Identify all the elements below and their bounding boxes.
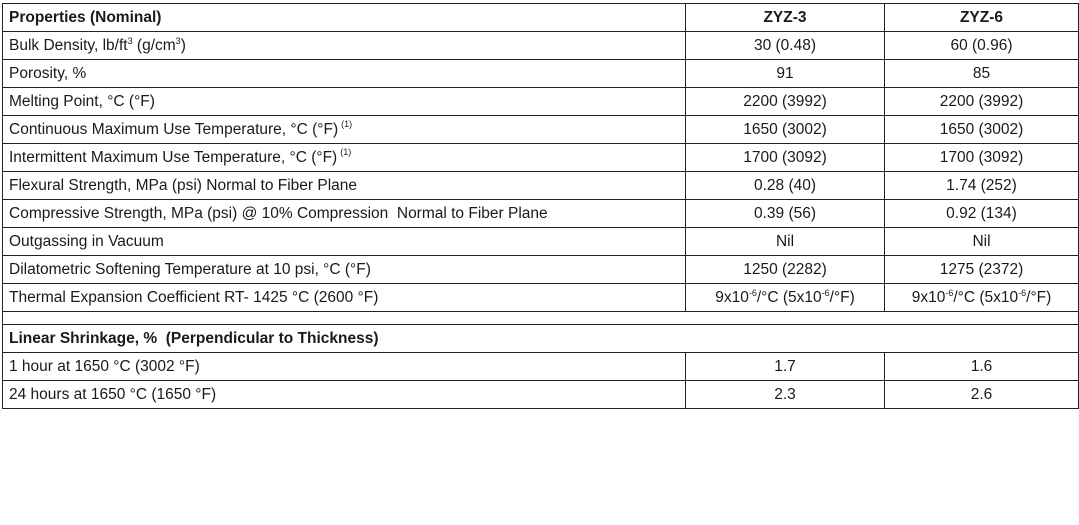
row-label: Melting Point, °C (°F)	[3, 88, 686, 116]
header-zyz-3: ZYZ-3	[686, 4, 885, 32]
value-zyz-3: 30 (0.48)	[686, 32, 885, 60]
value-zyz-6: Nil	[885, 228, 1079, 256]
row-label: Continuous Maximum Use Temperature, °C (°F) $^{(1)}$	[3, 116, 686, 144]
row-label: 24 hours at 1650 °C (1650 °F)	[3, 381, 686, 409]
value-zyz-6: 1700 (3092)	[885, 144, 1079, 172]
table-row-outgassing	[3, 228, 1079, 256]
table-row-shrinkage-24-hours	[3, 381, 1079, 409]
row-label: Compressive Strength, MPa (psi) @ 10% Compression Normal to Fiber Plane	[3, 200, 686, 228]
value-zyz-6: 1650 (3002)	[885, 116, 1079, 144]
section-header-linear-shrinkage	[3, 325, 1079, 353]
table-row-shrinkage-1-hour	[3, 353, 1079, 381]
spacer-row	[3, 312, 1079, 325]
value-zyz-6: 85	[885, 60, 1079, 88]
value-zyz-3: 91	[686, 60, 885, 88]
row-label: Thermal Expansion Coefficient RT- 1425 °C (2600 °F)	[3, 284, 686, 312]
footnote-marker: (1)	[341, 119, 353, 130]
value-zyz-6: $9x10^{-6}/^\circ C$ $(5x10^{-6}/^\circ F)$	[885, 284, 1079, 312]
properties-table	[2, 3, 1079, 409]
value-zyz-3: 1.7	[686, 353, 885, 381]
row-label: Flexural Strength, MPa (psi) Normal to Fiber Plane	[3, 172, 686, 200]
value-zyz-3: 1700 (3092)	[686, 144, 885, 172]
value-zyz-6: 1.6	[885, 353, 1079, 381]
table-row-compressive-strength	[3, 200, 1079, 228]
value-zyz-3: 0.28 (40)	[686, 172, 885, 200]
table-row-thermal-expansion	[3, 284, 1079, 312]
table-row-flexural-strength	[3, 172, 1079, 200]
row-label: Dilatometric Softening Temperature at 10 psi, °C (°F)	[3, 256, 686, 284]
value-zyz-3: $9x10^{-6}/^\circ C$ $(5x10^{-6}/^\circ F)$	[686, 284, 885, 312]
header-properties: Properties (Nominal)	[3, 4, 686, 32]
table-row-porosity	[3, 60, 1079, 88]
row-label: 1 hour at 1650 °C (3002 °F)	[3, 353, 686, 381]
table-row-bulk-density	[3, 32, 1079, 60]
value-zyz-6: 1.74 (252)	[885, 172, 1079, 200]
value-zyz-6: 2.6	[885, 381, 1079, 409]
value-zyz-6: 2200 (3992)	[885, 88, 1079, 116]
row-label: Intermittent Maximum Use Temperature, °C (°F) $^{(1)}$	[3, 144, 686, 172]
header-row	[3, 4, 1079, 32]
row-label: Porosity, %	[3, 60, 686, 88]
value-zyz-3: 1250 (2282)	[686, 256, 885, 284]
value-zyz-3: 2200 (3992)	[686, 88, 885, 116]
section-title: Linear Shrinkage, % (Perpendicular to Thickness)	[3, 325, 1079, 353]
value-zyz-6: 0.92 (134)	[885, 200, 1079, 228]
value-zyz-3: Nil	[686, 228, 885, 256]
header-zyz-6: ZYZ-6	[885, 4, 1079, 32]
value-zyz-6: 1275 (2372)	[885, 256, 1079, 284]
table-row-intermittent-max-temp	[3, 144, 1079, 172]
row-label: Bulk Density, $lb/ft^3$ $(g/cm^3)$	[3, 32, 686, 60]
value-zyz-3: 2.3	[686, 381, 885, 409]
value-zyz-6: 60 (0.96)	[885, 32, 1079, 60]
table-row-melting-point	[3, 88, 1079, 116]
value-zyz-3: 0.39 (56)	[686, 200, 885, 228]
value-zyz-3: 1650 (3002)	[686, 116, 885, 144]
footnote-marker: (1)	[340, 147, 352, 158]
row-label: Outgassing in Vacuum	[3, 228, 686, 256]
table-row-continuous-max-temp	[3, 116, 1079, 144]
table-row-dilatometric-softening	[3, 256, 1079, 284]
